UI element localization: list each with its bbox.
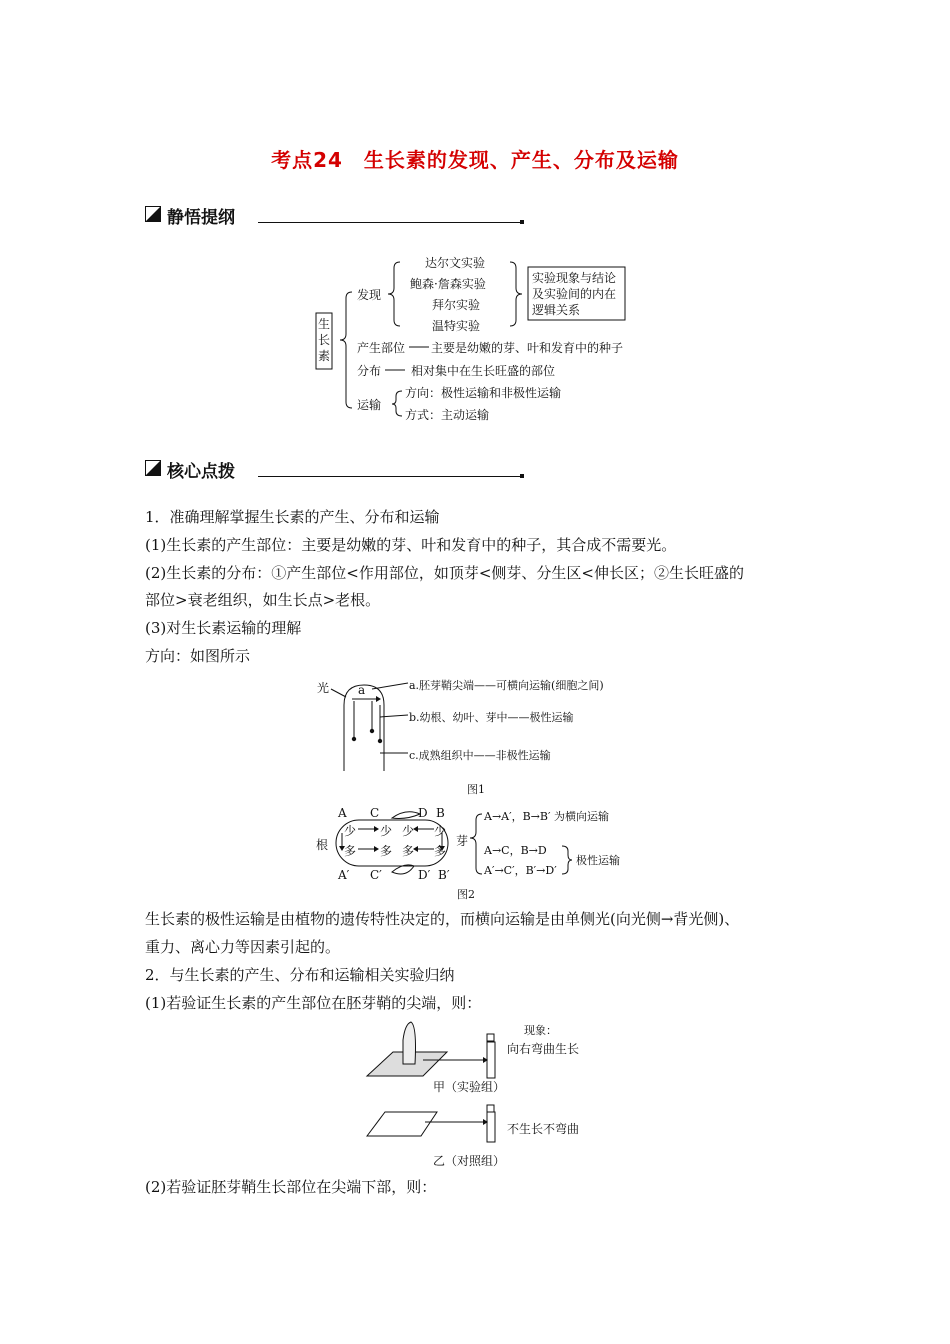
outline-root: 生长素 xyxy=(318,317,331,363)
result-experimental: 向右弯曲生长 xyxy=(507,1042,580,1056)
less-right-2: 少 xyxy=(434,824,447,838)
outline-transport-mode: 方式：主动运输 xyxy=(405,408,490,422)
label-D: D xyxy=(418,806,428,820)
label-C-prime: C′ xyxy=(370,868,382,882)
experiment-darwin: 达尔文实验 xyxy=(425,256,486,270)
page-title: 考点24 生长素的发现、产生、分布及运输 xyxy=(271,148,679,172)
experiment-boysen-jensen: 鲍森·詹森实验 xyxy=(410,277,486,291)
caption-control: 乙（对照组） xyxy=(433,1154,506,1168)
less-left-1: 少 xyxy=(344,824,357,838)
outline-discovery: 发现 xyxy=(357,288,382,302)
box-line-2: 及实验间的内在 xyxy=(532,287,617,301)
result-control: 不生长不弯曲 xyxy=(507,1122,580,1136)
outline-production-label: 产生部位 xyxy=(357,341,406,355)
label-B-prime: B′ xyxy=(438,868,450,882)
fig2-lateral-text: A→A′，B→B′ 为横向运输 xyxy=(484,810,609,823)
less-left-2: 少 xyxy=(380,824,393,838)
legend-a: a.胚芽鞘尖端——可横向运输(细胞之间) xyxy=(409,679,604,692)
less-right-1: 少 xyxy=(402,824,415,838)
phenomenon-label: 现象： xyxy=(524,1024,557,1037)
paragraph-3: (2)生长素的分布：①产生部位<作用部位，如顶芽<侧芽、分生区<伸长区；②生长旺盛的 xyxy=(145,564,744,582)
root-label: 根 xyxy=(316,838,329,852)
bud-label: 芽 xyxy=(456,834,469,848)
label-D-prime: D′ xyxy=(418,868,431,882)
section-heading-outline: 静悟提纲 xyxy=(167,208,235,228)
legend-c: c.成熟组织中——非极性运输 xyxy=(409,749,551,762)
paragraph-10: (1)若验证生长素的产生部位在胚芽鞘的尖端，则： xyxy=(145,994,482,1012)
outline-distribution-text: 相对集中在生长旺盛的部位 xyxy=(411,364,556,378)
outline-diagram xyxy=(314,250,654,430)
section-triangle-icon xyxy=(145,206,161,222)
legend-b: b.幼根、幼叶、芽中——极性运输 xyxy=(409,711,574,724)
paragraph-11: (2)若验证胚芽鞘生长部位在尖端下部，则： xyxy=(145,1178,437,1196)
experiment-paal: 拜尔实验 xyxy=(432,298,481,312)
paragraph-9: 2．与生长素的产生、分布和运输相关实验归纳 xyxy=(145,966,455,984)
outline-distribution-label: 分布 xyxy=(357,364,382,378)
outline-production-text: 主要是幼嫩的芽、叶和发育中的种子 xyxy=(431,341,624,355)
label-A-prime: A′ xyxy=(338,868,350,882)
paragraph-8: 重力、离心力等因素引起的。 xyxy=(145,938,341,956)
more-left-1: 多 xyxy=(344,844,357,858)
paragraph-4: 部位>衰老组织，如生长点>老根。 xyxy=(145,591,381,609)
outline-transport-label: 运输 xyxy=(357,398,382,412)
point-a-label: a xyxy=(358,683,366,697)
figure-1-caption: 图1 xyxy=(467,783,485,796)
paragraph-2: (1)生长素的产生部位：主要是幼嫩的芽、叶和发育中的种子，其合成不需要光。 xyxy=(145,536,677,554)
experiment-went: 温特实验 xyxy=(432,319,481,333)
fig2-polar-label: 极性运输 xyxy=(576,854,620,867)
paragraph-1: 1．准确理解掌握生长素的产生、分布和运输 xyxy=(145,508,440,526)
light-label: 光 xyxy=(317,681,330,695)
fig2-polar-line-1: A→C，B→D xyxy=(484,844,547,857)
box-line-1: 实验现象与结论 xyxy=(532,271,617,285)
more-right-1: 多 xyxy=(402,844,415,858)
label-A: A xyxy=(338,806,347,820)
label-C: C xyxy=(370,806,380,820)
paragraph-6: 方向：如图所示 xyxy=(145,647,251,665)
more-left-2: 多 xyxy=(380,844,393,858)
figure-3 xyxy=(365,1020,605,1170)
section-divider xyxy=(258,222,520,223)
paragraph-5: (3)对生长素运输的理解 xyxy=(145,619,302,637)
figure-1 xyxy=(316,675,646,797)
paragraph-7: 生长素的极性运输是由植物的遗传特性决定的，而横向运输是由单侧光(向光侧→背光侧)、 xyxy=(145,910,740,928)
outline-transport-direction: 方向：极性运输和非极性运输 xyxy=(405,386,562,400)
caption-experimental: 甲（实验组） xyxy=(433,1080,506,1094)
fig2-polar-line-2: A′→C′，B′→D′ xyxy=(484,864,557,877)
section-divider xyxy=(258,476,520,477)
section-triangle-icon xyxy=(145,460,161,476)
figure-2 xyxy=(314,806,654,900)
section-heading-key-points: 核心点拨 xyxy=(167,462,235,482)
figure-2-caption: 图2 xyxy=(457,888,475,901)
section-divider-end xyxy=(520,474,524,478)
label-B: B xyxy=(436,806,445,820)
more-right-2: 多 xyxy=(434,844,447,858)
box-line-3: 逻辑关系 xyxy=(532,303,581,317)
section-divider-end xyxy=(520,220,524,224)
